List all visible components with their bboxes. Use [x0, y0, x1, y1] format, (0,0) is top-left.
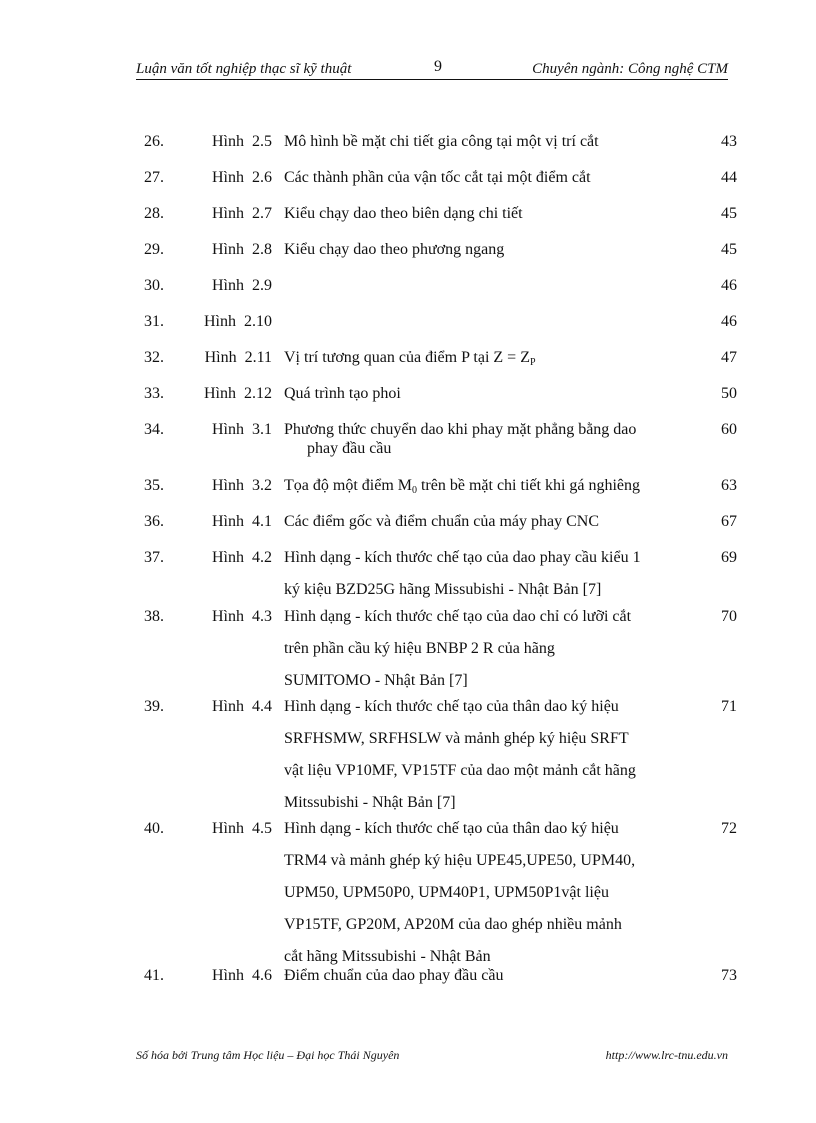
page-ref: 43: [721, 133, 737, 150]
description-text: trên bề mặt chi tiết khi gá nghiêng: [416, 477, 641, 494]
row-number: 28.: [144, 205, 164, 222]
description-line: [284, 470, 694, 507]
row-number: 29.: [144, 241, 164, 258]
page-ref: 45: [721, 205, 737, 222]
description-line: ký kiệu BZD25G hãng Missubishi - Nhật Bản [7]: [284, 581, 602, 598]
figure-label: Hình 4.4: [212, 698, 272, 715]
page-ref: 69: [721, 549, 737, 566]
description-line: UPM50, UPM50P0, UPM40P1, UPM50P1vật liệu: [284, 884, 609, 901]
row-number: 36.: [144, 513, 164, 530]
figure-label: Hình 4.2: [212, 549, 272, 566]
figure-label: Hình 2.8: [212, 241, 272, 258]
description-line: phay đầu cầu: [307, 440, 392, 457]
page-ref: 60: [721, 421, 737, 438]
page-footer: [136, 1048, 728, 1064]
row-number: 37.: [144, 549, 164, 566]
description-line: Điểm chuẩn của dao phay đầu cầu: [284, 967, 504, 984]
description-line: vật liệu VP10MF, VP15TF của dao một mảnh cắt hãng: [284, 762, 636, 779]
figure-description: [284, 162, 694, 194]
figure-label: Hình 4.1: [212, 513, 272, 530]
page-ref: 46: [721, 277, 737, 294]
description-line: SRFHSMW, SRFHSLW và mảnh ghép ký hiệu SRFT: [284, 730, 629, 747]
figure-label: Hình 4.3: [212, 608, 272, 625]
page-ref: 44: [721, 169, 737, 186]
row-number: 40.: [144, 820, 164, 837]
page-ref: 73: [721, 967, 737, 984]
description-line: Mô hình bề mặt chi tiết gia công tại một vị trí cắt: [284, 133, 599, 150]
row-number: 31.: [144, 313, 164, 330]
description-line: Mitssubishi - Nhật Bản [7]: [284, 794, 456, 811]
description-line: TRM4 và mảnh ghép ký hiệu UPE45,UPE50, UPM40,: [284, 852, 636, 869]
figure-description: [284, 342, 694, 379]
figure-label: Hình 3.2: [212, 477, 272, 494]
page-ref: 70: [721, 608, 737, 625]
figure-description: [284, 420, 694, 458]
row-number: 35.: [144, 477, 164, 494]
page-ref: 72: [721, 820, 737, 837]
description-line: SUMITOMO - Nhật Bản [7]: [284, 672, 468, 689]
figure-label: Hình 2.5: [212, 133, 272, 150]
page-header: [136, 58, 728, 80]
page-ref: 45: [721, 241, 737, 258]
page-ref: 47: [721, 349, 737, 366]
figure-label: Hình 2.6: [212, 169, 272, 186]
description-line: [284, 342, 694, 379]
figure-label: Hình 2.9: [212, 277, 272, 294]
header-thesis-title: Luận văn tốt nghiệp thạc sĩ kỹ thuật: [136, 61, 352, 77]
footer-digitized-by: Số hóa bởi Trung tâm Học liệu – Đại học Thái Nguyên: [136, 1048, 400, 1062]
figure-description: [284, 691, 694, 819]
row-number: 26.: [144, 133, 164, 150]
figure-description: [284, 506, 694, 538]
figure-description: [284, 813, 694, 973]
description-line: Hình dạng - kích thước chế tạo của dao chỉ có lưỡi cắt: [284, 608, 632, 625]
figure-description: [284, 378, 694, 410]
figure-description: [284, 234, 694, 266]
page-ref: 50: [721, 385, 737, 402]
subscript: P: [529, 357, 536, 368]
row-number: 34.: [144, 421, 164, 438]
description-line: Các điểm gốc và điểm chuẩn của máy phay CNC: [284, 513, 600, 530]
description-line: Kiểu chạy dao theo phương ngang: [284, 241, 505, 258]
description-line: Các thành phần của vận tốc cắt tại một điểm cắt: [284, 169, 591, 186]
subscript: 0: [411, 485, 417, 496]
description-line: Hình dạng - kích thước chế tạo của thân dao ký hiệu: [284, 820, 619, 837]
figure-label: Hình 2.12: [204, 385, 272, 402]
description-text: Vị trí tương quan của điểm P tại Z = Z: [284, 349, 530, 366]
row-number: 38.: [144, 608, 164, 625]
row-number: 39.: [144, 698, 164, 715]
page-ref: 46: [721, 313, 737, 330]
description-line: Phương thức chuyển dao khi phay mặt phẳng bằng dao: [284, 421, 637, 438]
header-rule: [136, 79, 728, 80]
row-number: 41.: [144, 967, 164, 984]
description-text: Tọa độ một điểm M: [284, 477, 412, 494]
row-number: 27.: [144, 169, 164, 186]
description-line: VP15TF, GP20M, AP20M của dao ghép nhiều mảnh: [284, 916, 622, 933]
page-ref: 71: [721, 698, 737, 715]
figure-label: Hình 2.10: [204, 313, 272, 330]
description-line: Hình dạng - kích thước chế tạo của thân dao ký hiệu: [284, 698, 619, 715]
figure-description: [284, 542, 694, 606]
figure-description: [284, 198, 694, 230]
figure-description: [284, 470, 694, 507]
figure-label: Hình 4.5: [212, 820, 272, 837]
figure-description: [284, 960, 694, 992]
description-line: Quá trình tạo phoi: [284, 385, 401, 402]
description-line: Hình dạng - kích thước chế tạo của dao phay cầu kiểu 1: [284, 549, 641, 566]
description-line: cắt hãng Mitssubishi - Nhật Bản: [284, 948, 491, 965]
header-specialty: Chuyên ngành: Công nghệ CTM: [532, 61, 728, 77]
header-page-number: 9: [434, 58, 442, 75]
page-ref: 67: [721, 513, 737, 530]
row-number: 30.: [144, 277, 164, 294]
row-number: 32.: [144, 349, 164, 366]
figure-description: [284, 126, 694, 158]
page-ref: 63: [721, 477, 737, 494]
description-line: Kiểu chạy dao theo biên dạng chi tiết: [284, 205, 523, 222]
figure-label: Hình 2.11: [204, 349, 272, 366]
figure-label: Hình 3.1: [212, 421, 272, 438]
description-line: trên phần cầu ký hiệu BNBP 2 R của hãng: [284, 640, 555, 657]
figure-label: Hình 4.6: [212, 967, 272, 984]
row-number: 33.: [144, 385, 164, 402]
footer-url: http://www.lrc-tnu.edu.vn: [605, 1048, 728, 1062]
figure-description: [284, 601, 694, 697]
figure-label: Hình 2.7: [212, 205, 272, 222]
